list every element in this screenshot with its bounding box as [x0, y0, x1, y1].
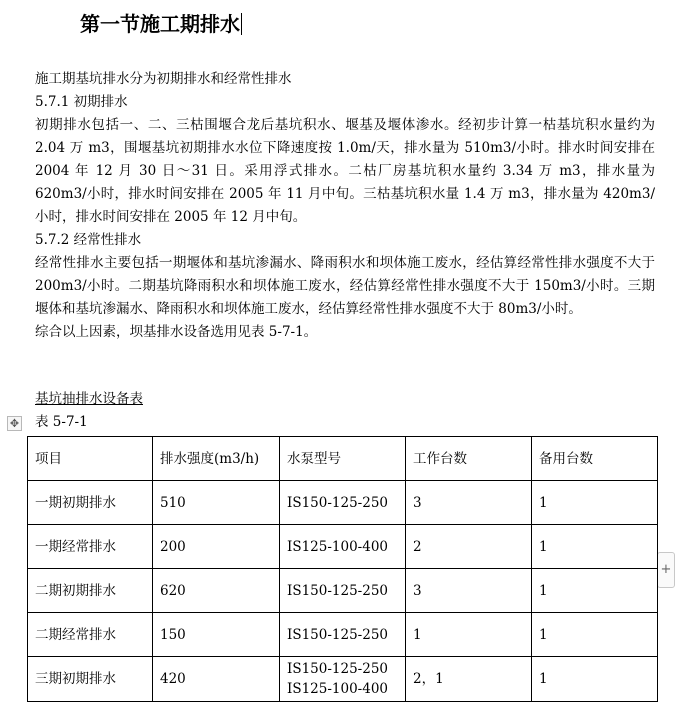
- pump-model-line: IS150-125-250: [287, 661, 389, 677]
- initial-drainage-paragraph: 初期排水包括一、二、三枯围堰合龙后基坑积水、堰基及堰体渗水。经初步计算一枯基坑积水量约为 2.04 万 m3，围堰基坑初期排水水位下降速度按 1.0m/天，排水量为 510m3/小时。排水时间安排在 2004 年 12 月 30 日～31 日。采用浮式排水。二枯厂房基坑积水量约 3.34 万 m3，排水量为 620m3/小时，排水时间安排在 2005 年 11 月中旬。三枯基坑积水量 1.4 万 m3，排水量为 420m3/小时，排水时间安排在 2005 年 12 月中旬。: [35, 117, 655, 225]
- table-cell[interactable]: IS125-100-400: [280, 525, 406, 569]
- table-cell[interactable]: 1: [532, 525, 658, 569]
- table-row: [28, 481, 658, 525]
- table-header-cell[interactable]: 水泵型号: [280, 437, 406, 481]
- table-cell[interactable]: 二期经常排水: [28, 613, 153, 657]
- table-cell[interactable]: 2: [406, 525, 532, 569]
- table-cell[interactable]: 1: [532, 657, 658, 702]
- table-cell[interactable]: 510: [153, 481, 280, 525]
- table-cell[interactable]: IS150-125-250: [280, 613, 406, 657]
- body-text[interactable]: [35, 68, 655, 344]
- summary-paragraph: 综合以上因素，坝基排水设备选用见表 5-7-1。: [35, 324, 318, 340]
- table-cell[interactable]: 一期初期排水: [28, 481, 153, 525]
- table-cell[interactable]: 1: [532, 481, 658, 525]
- table-row: [28, 657, 658, 702]
- table-cell[interactable]: 200: [153, 525, 280, 569]
- table-cell[interactable]: IS150-125-250: [280, 481, 406, 525]
- pump-model-line: IS125-100-400: [287, 681, 389, 697]
- table-cell[interactable]: 3: [406, 569, 532, 613]
- table-header-cell[interactable]: 备用台数: [532, 437, 658, 481]
- table-cell[interactable]: IS150-125-250: [280, 569, 406, 613]
- table-title: 基坑抽排水设备表: [35, 391, 143, 407]
- table-cell[interactable]: 620: [153, 569, 280, 613]
- table-cell[interactable]: 150: [153, 613, 280, 657]
- plus-icon[interactable]: +: [657, 552, 675, 588]
- section-title-text: 第一节施工期排水: [80, 12, 240, 36]
- table-row: [28, 569, 658, 613]
- table-label: 表 5-7-1: [35, 414, 88, 430]
- move-icon[interactable]: ✥: [7, 416, 22, 431]
- subsection-heading-regular: 5.7.2 经常性排水: [35, 232, 142, 248]
- section-title[interactable]: [80, 10, 242, 38]
- table-cell[interactable]: 1: [532, 613, 658, 657]
- table-row: [28, 613, 658, 657]
- table-cell[interactable]: 1: [532, 569, 658, 613]
- table-header-cell[interactable]: 工作台数: [406, 437, 532, 481]
- table-cell[interactable]: 一期经常排水: [28, 525, 153, 569]
- intro-paragraph: 施工期基坑排水分为初期排水和经常性排水: [35, 71, 292, 87]
- table-cell[interactable]: 420: [153, 657, 280, 702]
- table-cell[interactable]: 3: [406, 481, 532, 525]
- equipment-table: [27, 436, 658, 702]
- subsection-heading-initial: 5.7.1 初期排水: [35, 94, 128, 110]
- text-cursor: [241, 13, 242, 35]
- table-cell[interactable]: 2，1: [406, 657, 532, 702]
- table-cell[interactable]: 三期初期排水: [28, 657, 153, 702]
- table-cell[interactable]: 二期初期排水: [28, 569, 153, 613]
- table-header-cell[interactable]: 项目: [28, 437, 153, 481]
- table-cell[interactable]: 1: [406, 613, 532, 657]
- table-cell-pumps[interactable]: [280, 657, 406, 702]
- table-row: [28, 525, 658, 569]
- table-header-cell[interactable]: 排水强度(m3/h): [153, 437, 280, 481]
- regular-drainage-paragraph: 经常性排水主要包括一期堰体和基坑渗漏水、降雨积水和坝体施工废水，经估算经常性排水强度不大于 200m3/小时。二期基坑降雨积水和坝体施工废水，经估算经常性排水强度不大于 150m3/小时。三期堰体和基坑渗漏水、降雨积水和坝体施工废水，经估算经常性排水强度不大于 80m3/小时。: [35, 255, 655, 317]
- table-header-row: [28, 437, 658, 481]
